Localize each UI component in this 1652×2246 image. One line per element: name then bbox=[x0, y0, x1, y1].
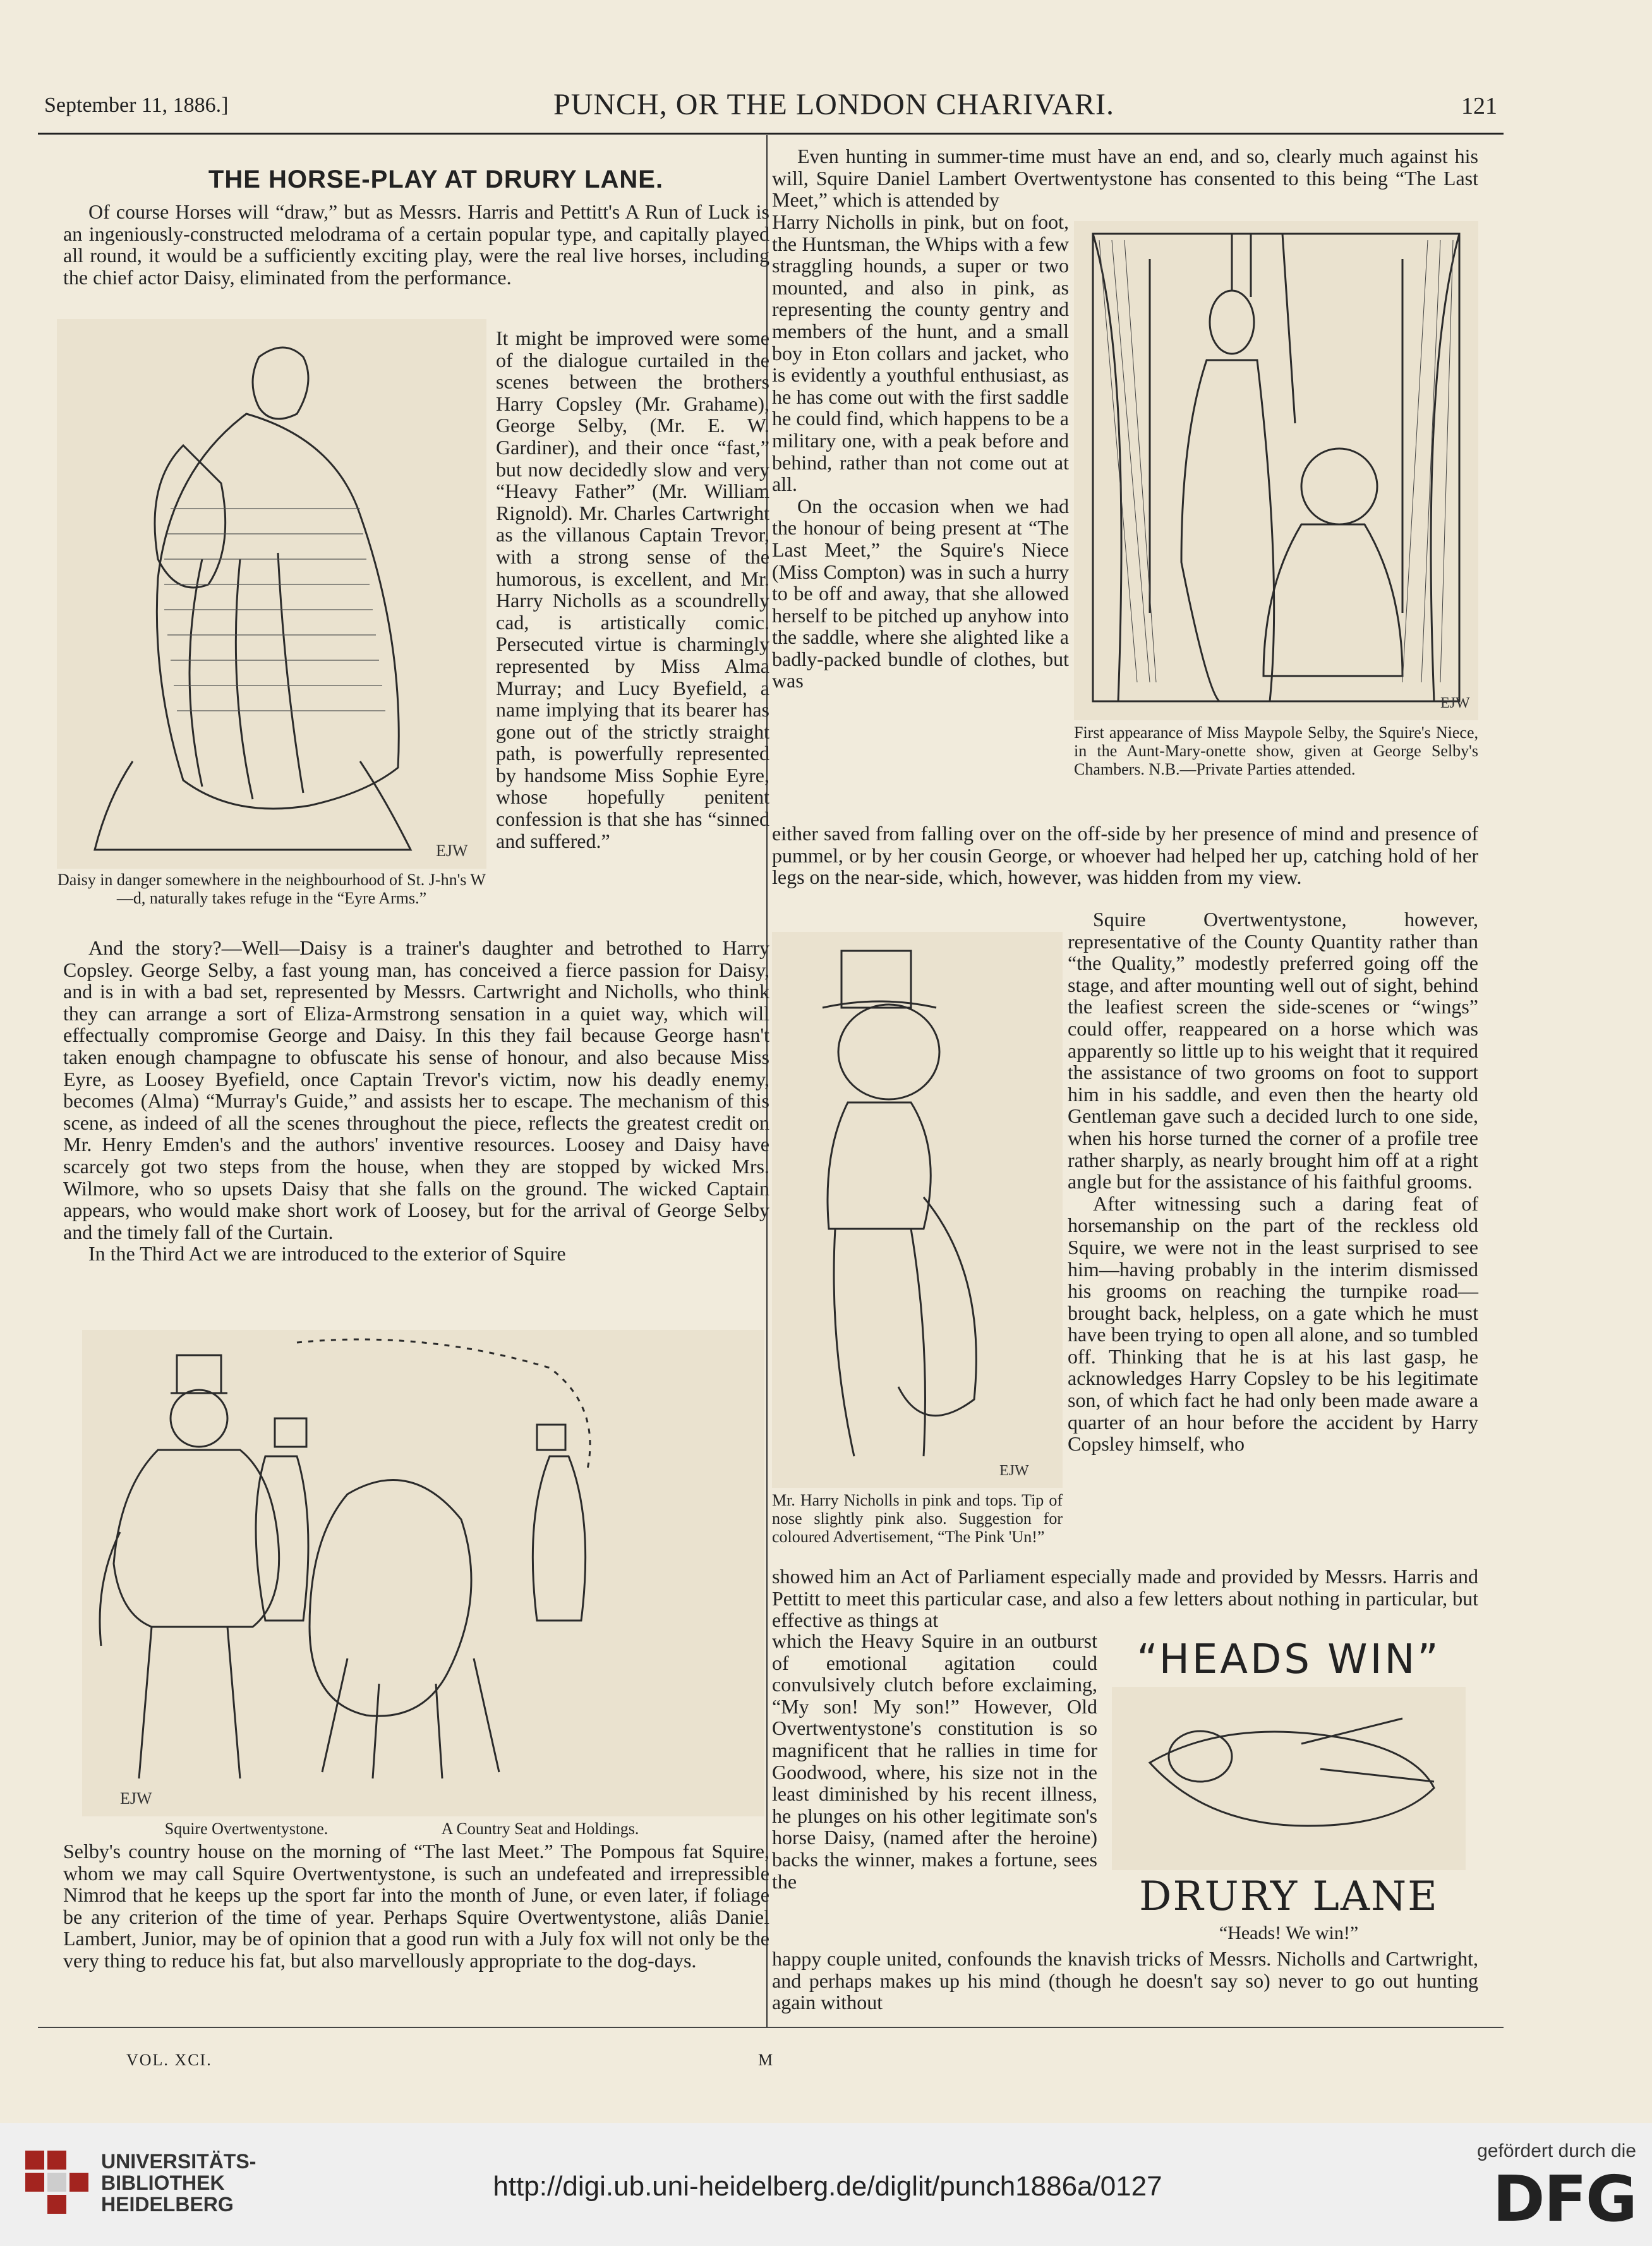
header-rule bbox=[38, 133, 1504, 135]
drury-lane-label: DRURY LANE bbox=[1139, 1873, 1438, 1920]
footer-rule bbox=[38, 2027, 1504, 2028]
squire-illustration bbox=[82, 1330, 764, 1816]
niece-text: On the occasion when we had the honour of being present at “The Last Meet,” the Squire's Niece (Miss Compton) was in such a hurry to be off and away, that she allowed herself to be pitched up anyhow into the saddle, where she alighted like a badly-packed bundle of clothes, but was bbox=[772, 494, 1069, 692]
story-text: And the story?—Well—Daisy is a trainer's daughter and betrothed to Harry Copsley. George Selby, a fast young man, has conceived a fierce passion for Daisy, and is in with a bad set, represented by Messrs. Cartwright and Nicholls, who think they can arrange a sort of Eliza-Armstrong sensation in a quiet way, which will effectually compromise George and Daisy. In this they fail because George hasn't taken enough champagne to obfuscate his sense of honour, and also because Miss Eyre, as Loosey Byefield, once Captain Trevor's victim, now his deadly enemy, becomes (Alma) “Murray's Guide,” and assists her to escape. The mechanism of this scene, as indeed of all the scenes throughout the piece, reflects the greatest credit on Mr. Henry Emden's and the authors' inventive resources. Loosey and Daisy have scarcely got two steps from the house, when they are stopped by wicked Mrs. Wilmore, who so upsets Daisy that she falls on the ground. The wicked Captain appears, who would make short work of Loosey, but for the arrival of George Selby and the timely fall of the Curtain. bbox=[63, 936, 769, 1243]
page-number: 121 bbox=[1461, 93, 1497, 119]
article-title: THE HORSE-PLAY AT DRURY LANE. bbox=[208, 166, 664, 193]
svg-text:EJW: EJW bbox=[1440, 695, 1470, 711]
squire-horse-text: Squire Overtwentystone, however, representative of the County Quantity rather than “the Quality,” modestly preferred going off the stage, and after mounting well out of sight, behind the leafiest screen the side-scenes or “wings” could offer, reappeared on a horse which was apparently so little up to his weight that it required the assistance of two grooms on foot to support him in his saddle, and even then the hearty old Gentleman gave such a decided lurch to one side, when his horse turned the corner of a profile tree rather sharply, as nearly brought him off at a right angle but for the assistance of his faithful grooms. bbox=[1068, 908, 1478, 1193]
squire-caption: Squire Overtwentystone. bbox=[164, 1820, 329, 1838]
svg-text:EJW: EJW bbox=[120, 1789, 152, 1808]
act-of-parliament-paragraph bbox=[772, 1566, 1478, 1631]
squire-text: Selby's country house on the morning of “The last Meet.” The Pompous fat Squire, whom we may call Squire Overtwentystone, is such an undefeated and irrepressible Nimrod that he keeps up the sport far into the month of June, or even later, if foliage be any criterion of the time of year. Perhaps Squire Overtwentystone, aliâs Daniel Lambert, Junior, may be of opinion that a good run with a July fox will not only be the very thing to reduce his fat, but also marvellously appropriate to the dog-days. bbox=[63, 1840, 769, 1972]
nicholls-caption: Mr. Harry Nicholls in pink and tops. Tip of nose slightly pink also. Suggestion for coloured Advertisement, “The Pink 'Un!” bbox=[772, 1491, 1063, 1546]
dfg-logo-icon: DFG bbox=[1492, 2162, 1636, 2236]
closing-paragraph bbox=[772, 1948, 1478, 2014]
intro-paragraph bbox=[63, 201, 769, 288]
library-line-2: BIBLIOTHEK bbox=[101, 2171, 225, 2194]
daisy-caption: Daisy in danger somewhere in the neighbourhood of St. J-hn's W—d, naturally takes refuge in the “Eyre Arms.” bbox=[57, 871, 486, 907]
intro-text: Of course Horses will “draw,” but as Messrs. Harris and Pettitt's A Run of Luck is an ingeniously-constructed melodrama of a certain popular type, and capitally played all round, it would be a sufficiently exciting play, were the real live horses, including the chief actor Daisy, eliminated from the performance. bbox=[63, 200, 769, 289]
closing-text: happy couple united, confounds the knavish tricks of Messrs. Nicholls and Cartwright, and perhaps makes up his mind (though he doesn't say so) never to go out hunting again without bbox=[772, 1947, 1478, 2014]
hunting-intro-text: Even hunting in summer-time must have an end, and so, clearly much against his will, Squire Daniel Lambert Overtwentystone has consented to this being “The Last Meet,” which is attended by bbox=[772, 145, 1478, 212]
marionette-illustration bbox=[1074, 221, 1478, 720]
nicholls-illustration bbox=[772, 932, 1063, 1488]
goodwood-text: which the Heavy Squire in an outburst of emotional agitation could convulsively clutch before exclaiming, “My son! My son!” However, Old Overtwentystone's constitution is so magnificent that he rallies in time for Goodwood, where, his size not in the least diminished by his recent illness, he plunges on his other legitimate son's horse Daisy, (named after the heroine) backs the winner, makes a fortune, sees the bbox=[772, 1629, 1097, 1893]
act-text: showed him an Act of Parliament especially made and provided by Messrs. Harris and Pettitt to meet this particular case, and also a few letters about nothing in particular, but effective as things at bbox=[772, 1565, 1478, 1632]
goodwood-paragraph bbox=[772, 1630, 1097, 1892]
signature-mark: M bbox=[758, 2051, 773, 2069]
heads-win-illustration bbox=[1112, 1687, 1466, 1870]
country-seat-caption: A Country Seat and Holdings. bbox=[441, 1820, 639, 1838]
digitization-footer bbox=[0, 2123, 1652, 2246]
story-paragraph bbox=[63, 937, 769, 1265]
funding-note: gefördert durch die bbox=[1477, 2140, 1636, 2161]
squire-paragraph bbox=[63, 1840, 769, 1972]
marionette-caption: First appearance of Miss Maypole Selby, the Squire's Niece, in the Aunt-Mary-onette show, given at George Selby's Chambers. N.B.—Private Parties attended. bbox=[1074, 723, 1478, 778]
svg-text:EJW: EJW bbox=[999, 1463, 1029, 1479]
heads-win-title: “HEADS WIN” bbox=[1137, 1636, 1441, 1683]
library-name bbox=[101, 2151, 256, 2215]
nicholls-paragraph bbox=[772, 211, 1069, 692]
rescue-paragraph bbox=[772, 823, 1478, 888]
cast-text: It might be improved were some of the dialogue curtailed in the scenes between the brothers Harry Copsley (Mr. Grahame), George Selby, (Mr. E. W. Gardiner), and their once “fast,” but now decidedly slow and very “Heavy Father” (Mr. William Rignold). Mr. Charles Cartwright as the villanous Captain Trevor, with a strong sense of the humorous, is excellent, and Mr. Harry Nicholls as a scoundrelly cad, is artistically comic. Persecuted virtue is charmingly represented by Miss Alma Murray; and Lucy Byefield, a name implying that its bearer has gone out of the strictly straight path, is powerfully represented by handsome Miss Sophie Eyre, whose hopefully penitent confession is that she has “sinned and suffered.” bbox=[496, 327, 769, 852]
svg-text:EJW: EJW bbox=[436, 842, 468, 860]
third-act-text: In the Third Act we are introduced to the exterior of Squire bbox=[88, 1242, 566, 1265]
university-library-logo-icon bbox=[25, 2151, 88, 2214]
nicholls-text: Harry Nicholls in pink, but on foot, the Huntsman, the Whips with a few straggling hounds, a super or two mounted, and also in pink, as representing the county gentry and members of the hunt, and a small boy in Eton collars and jacket, who is evidently a youthful enthusiast, as he has come out with the first saddle he could find, which happens to be a military one, with a peak before and behind, rather than not come out at all. bbox=[772, 210, 1069, 496]
daisy-illustration bbox=[57, 319, 486, 869]
library-line-1: UNIVERSITÄTS- bbox=[101, 2150, 256, 2173]
heads-win-caption: “Heads! We win!” bbox=[1219, 1923, 1359, 1943]
issue-date: September 11, 1886.] bbox=[44, 94, 229, 117]
hunting-intro-paragraph bbox=[772, 145, 1478, 211]
library-line-3: HEIDELBERG bbox=[101, 2193, 234, 2216]
cast-paragraph bbox=[496, 327, 769, 852]
volume-label: VOL. XCI. bbox=[126, 2051, 212, 2069]
masthead-title: PUNCH, OR THE LONDON CHARIVARI. bbox=[553, 88, 1114, 121]
squire-horse-paragraph bbox=[1068, 909, 1478, 1455]
rescue-text: either saved from falling over on the off-side by her presence of mind and presence of pummel, or by her cousin George, or whoever had helped her up, catching hold of her legs on the near-side, which, however, was hidden from my view. bbox=[772, 822, 1478, 889]
gate-text: After witnessing such a daring feat of horsemanship on the part of the reckless old Squire, we were not in the least surprised to see him—having probably in the interim dismissed his grooms on reaching the turnpike road—brought back, helpless, on a gate which he must have been trying to open all alone, and so tumbled off. Thinking that he is at his last gasp, he acknowledges Harry Copsley to be his legitimate son, of which fact he had only been made aware a quarter of an hour before the accident by Harry Copsley himself, who bbox=[1068, 1192, 1478, 1456]
source-url-link[interactable]: http://digi.ub.uni-heidelberg.de/diglit/punch1886a/0127 bbox=[493, 2171, 1162, 2202]
